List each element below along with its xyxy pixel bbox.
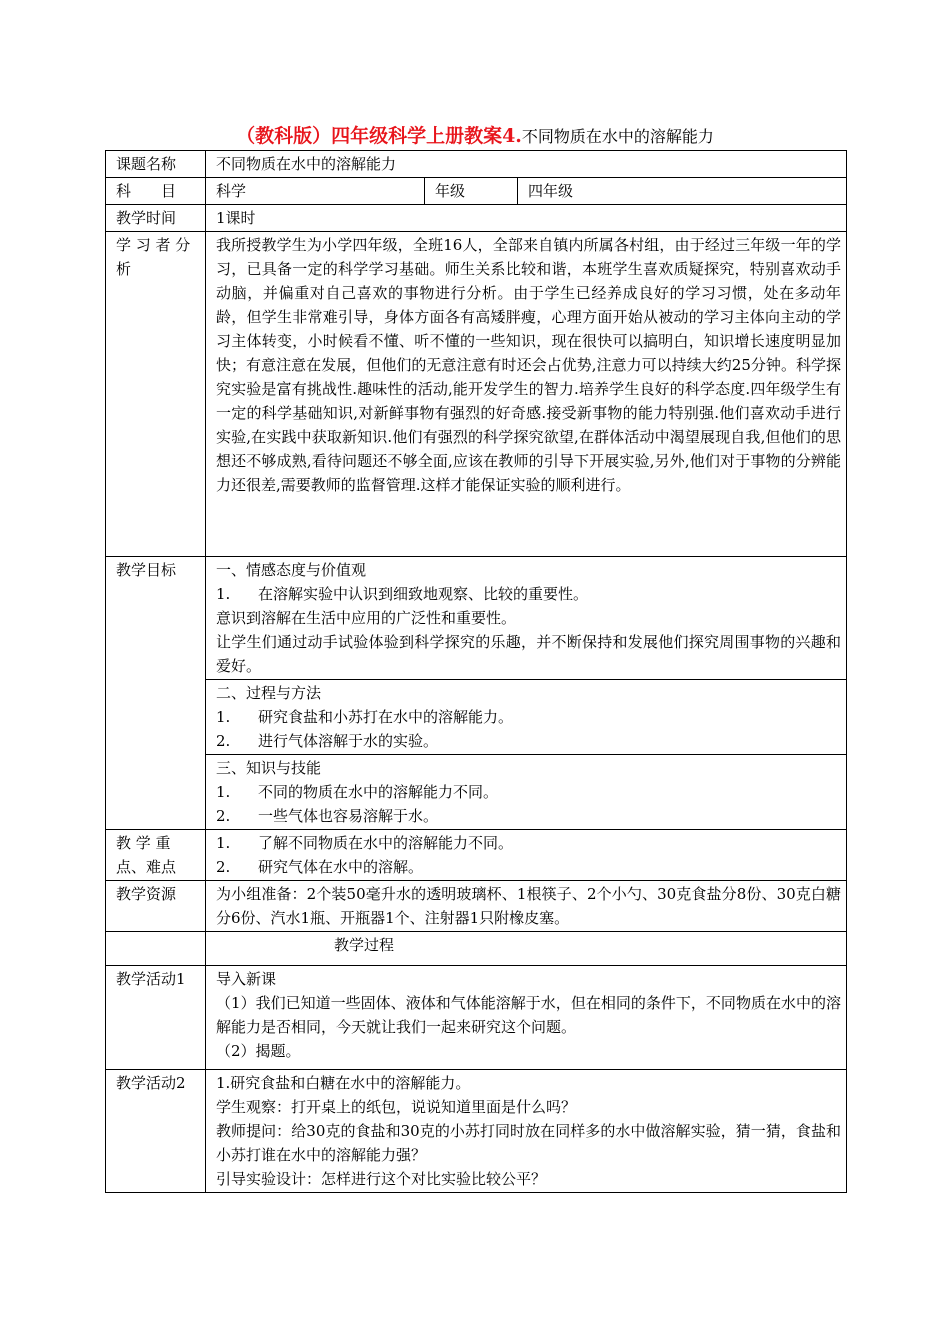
title-plain-part: 不同物质在水中的溶解能力 <box>521 127 714 146</box>
page-title <box>0 124 950 149</box>
row-activity-1 <box>106 966 847 1070</box>
value-time: 1课时 <box>206 205 847 232</box>
item-number: 1. <box>216 834 231 852</box>
label-subject: 科 目 <box>106 178 206 205</box>
item-text: 不同的物质在水中的溶解能力不同。 <box>258 783 499 801</box>
value-subject: 科学 <box>206 178 425 205</box>
value-grade: 四年级 <box>518 178 847 205</box>
row-objectives-1 <box>106 557 847 680</box>
label-objectives: 教学目标 <box>106 557 206 830</box>
value-topic: 不同物质在水中的溶解能力 <box>206 151 847 178</box>
objectives-knowledge-title: 三、知识与技能 <box>216 759 322 777</box>
value-activity-2 <box>206 1070 847 1193</box>
label-learners: 学 习 者 分析 <box>106 232 206 557</box>
value-resources: 为小组准备：2个装50毫升水的透明玻璃杯、1根筷子、2个小勺、30克食盐分8份、30克白糖分6份、汽水1瓶、开瓶器1个、注射器1只附橡皮塞。 <box>206 881 847 932</box>
row-process-header <box>106 932 847 966</box>
key-point-2 <box>216 855 841 879</box>
label-activity-1: 教学活动1 <box>106 966 206 1070</box>
item-text: 进行气体溶解于水的实验。 <box>258 732 439 750</box>
objectives-knowledge <box>206 755 847 830</box>
title-bold-part: （教科版）四年级科学上册教案4. <box>236 125 522 147</box>
item-number: 2. <box>216 858 231 876</box>
activity-1-line-1: 导入新课 <box>216 970 277 988</box>
lesson-plan-table <box>105 150 847 1193</box>
key-point-1 <box>216 831 841 855</box>
item-text: 研究气体在水中的溶解。 <box>258 858 424 876</box>
process-header-blank <box>106 932 206 966</box>
value-learners: 我所授教学生为小学四年级，全班16人，全部来自镇内所属各村组，由于经过三年级一年的学习，已具备一定的科学学习基础。师生关系比较和谐，本班学生喜欢质疑探究，特别喜欢动手动脑，并偏重对自己喜欢的事物进行分析。由于学生已经养成良好的学习习惯，处在多动年龄，但学生非常难引导，身体方面各有高矮胖瘦，心理方面开始从被动的学习主体向主动的学习主体转变，小时候看不懂、听不懂的一些知识，现在很快可以搞明白，知识增长速度明显加快；有意注意在发展，但他们的无意注意有时还会占优势,注意力可以持续大约25分钟。科学探究实验是富有挑战性.趣味性的活动,能开发学生的智力.培养学生良好的科学态度.四年级学生有一定的科学基础知识,对新鲜事物有强烈的好奇感.接受新事物的能力特别强.他们喜欢动手进行实验,在实践中获取新知识.他们有强烈的科学探究欲望,在群体活动中渴望展现自我,但他们的思想还不够成熟,看待问题还不够全面,应该在教师的引导下开展实验,另外,他们对于事物的分辨能力还很差,需要教师的监督管理.这样才能保证实验的顺利进行。 <box>206 232 847 557</box>
value-activity-1 <box>206 966 847 1070</box>
activity-2-line-2: 学生观察：打开桌上的纸包，说说知道里面是什么吗？ <box>216 1098 577 1116</box>
row-resources <box>106 881 847 932</box>
item-number: 1. <box>216 585 231 603</box>
item-number: 1. <box>216 783 231 801</box>
activity-2-line-1: 1.研究食盐和白糖在水中的溶解能力。 <box>216 1074 471 1092</box>
row-learners <box>106 232 847 557</box>
label-resources: 教学资源 <box>106 881 206 932</box>
item-text: 了解不同物质在水中的溶解能力不同。 <box>258 834 514 852</box>
objectives-affective-item-1 <box>216 582 841 606</box>
label-key-points: 教 学 重 点、难点 <box>106 830 206 881</box>
item-text: 一些气体也容易溶解于水。 <box>258 807 439 825</box>
objectives-process <box>206 680 847 755</box>
objectives-affective-line-2: 意识到溶解在生活中应用的广泛性和重要性。 <box>216 609 517 627</box>
label-topic: 课题名称 <box>106 151 206 178</box>
item-number: 2. <box>216 732 231 750</box>
objectives-process-item-1 <box>216 705 841 729</box>
row-activity-2 <box>106 1070 847 1193</box>
row-objectives-2 <box>106 680 847 755</box>
objectives-knowledge-item-1 <box>216 780 841 804</box>
activity-1-line-3: （2）揭题。 <box>216 1042 301 1060</box>
value-key-points <box>206 830 847 881</box>
activity-1-line-2: （1）我们已知道一些固体、液体和气体能溶解于水，但在相同的条件下，不同物质在水中的溶解能力是否相同，今天就让我们一起来研究这个问题。 <box>216 994 842 1036</box>
activity-2-line-3: 教师提问：给30克的食盐和30克的小苏打同时放在同样多的水中做溶解实验，猜一猜，食盐和小苏打谁在水中的溶解能力强？ <box>216 1122 842 1164</box>
row-time <box>106 205 847 232</box>
label-activity-2: 教学活动2 <box>106 1070 206 1193</box>
objectives-process-title: 二、过程与方法 <box>216 684 322 702</box>
label-time: 教学时间 <box>106 205 206 232</box>
item-text: 在溶解实验中认识到细致地观察、比较的重要性。 <box>258 585 589 603</box>
process-header: 教学过程 <box>206 932 847 966</box>
objectives-knowledge-item-2 <box>216 804 841 828</box>
objectives-affective <box>206 557 847 680</box>
item-number: 1. <box>216 708 231 726</box>
row-topic <box>106 151 847 178</box>
item-number: 2. <box>216 807 231 825</box>
row-key-points <box>106 830 847 881</box>
objectives-affective-line-3: 让学生们通过动手试验体验到科学探究的乐趣，并不断保持和发展他们探究周围事物的兴趣和爱好。 <box>216 633 842 675</box>
item-text: 研究食盐和小苏打在水中的溶解能力。 <box>258 708 514 726</box>
row-subject <box>106 178 847 205</box>
objectives-affective-title: 一、情感态度与价值观 <box>216 561 367 579</box>
row-objectives-3 <box>106 755 847 830</box>
objectives-process-item-2 <box>216 729 841 753</box>
activity-2-line-4: 引导实验设计：怎样进行这个对比实验比较公平？ <box>216 1170 547 1188</box>
label-grade: 年级 <box>425 178 518 205</box>
